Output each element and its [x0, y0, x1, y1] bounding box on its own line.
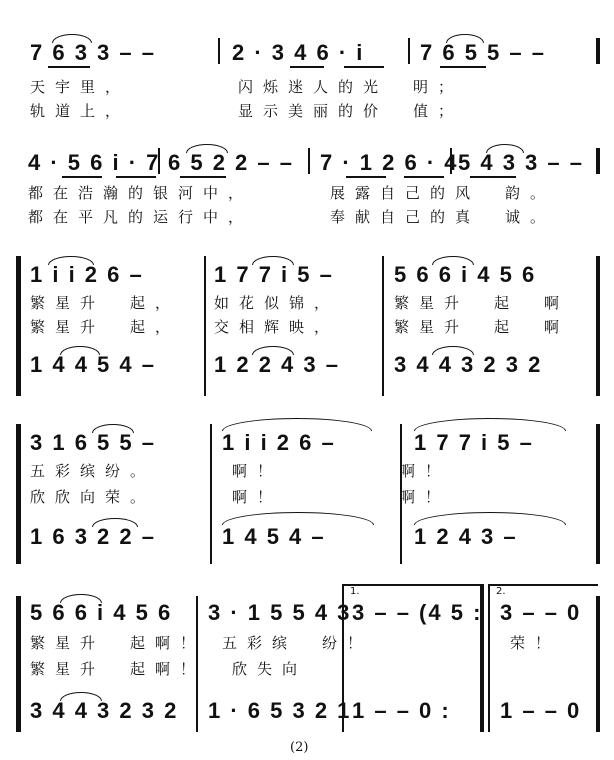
- slur: [48, 256, 94, 265]
- notes-lower: 1 6 3 2 2 –: [30, 524, 156, 549]
- notes-lower: 1 4 5 4 –: [222, 524, 326, 549]
- slur: [252, 346, 294, 355]
- volta-label: 2.: [496, 586, 506, 597]
- notes-upper: 3 – – 0: [500, 600, 582, 625]
- underline: [180, 176, 226, 178]
- barline: [596, 596, 600, 732]
- barline: [596, 256, 600, 396]
- notes-lower: 3 4 4 3 2 3 2: [394, 352, 543, 377]
- barline: [382, 256, 384, 396]
- slur: [414, 418, 566, 431]
- lyric-line: 欣失向: [232, 660, 308, 678]
- notes-lower: 1 2 4 3 –: [414, 524, 518, 549]
- system-bracket: [16, 256, 21, 396]
- lyric-line: 闪烁迷人的光 明；: [238, 78, 464, 96]
- lyric-line: 繁星升 起啊！: [30, 634, 206, 652]
- notes-lower: 3 4 4 3 2 3 2: [30, 698, 179, 723]
- notes-upper: 5 6 6 i 4 5 6: [394, 262, 537, 287]
- underline: [346, 176, 386, 178]
- underline: [48, 66, 90, 68]
- notes-upper: 3 · 1 5 5 4 3: [208, 600, 352, 625]
- slur: [60, 692, 102, 701]
- lyric-line: 五彩缤 纷！: [222, 634, 373, 652]
- notes-upper: 5 6 6 i 4 5 6: [30, 600, 173, 625]
- slur: [92, 424, 134, 433]
- lyric-line: 繁星升 起，: [30, 318, 181, 336]
- lyric-line: 欣欣向荣。: [30, 488, 156, 506]
- page-number: (2): [290, 740, 309, 755]
- notes-lower: 1 · 6 5 3 2 1: [208, 698, 352, 723]
- lyric-line: 奉献自己的真 诚。: [330, 208, 556, 226]
- notes-upper: 1 7 7 i 5 –: [214, 262, 334, 287]
- notes-upper: 1 i i 2 6 –: [30, 262, 144, 287]
- system-bracket: [16, 424, 21, 564]
- lyric-line: 啊！: [400, 488, 451, 506]
- lyric-line: 繁星升 起，: [30, 294, 181, 312]
- barline: [218, 38, 220, 64]
- lyric-line: 交相辉映，: [214, 318, 340, 336]
- underline: [116, 176, 156, 178]
- slur: [486, 144, 524, 153]
- lyric-line: 都在浩瀚的银河中，: [28, 184, 254, 202]
- slur: [92, 518, 138, 527]
- barline: [204, 256, 206, 396]
- barline: [596, 148, 600, 174]
- notes-lower: 1 – – 0: [500, 698, 582, 723]
- volta-label: 1.: [350, 586, 360, 597]
- notes-measure: 4 · 5 6 i · 7: [28, 150, 161, 175]
- barline: [408, 38, 410, 64]
- slur: [252, 256, 294, 265]
- notes-upper: 1 i i 2 6 –: [222, 430, 336, 455]
- slur: [222, 418, 372, 431]
- notes-lower: 1 2 2 4 3 –: [214, 352, 340, 377]
- lyric-line: 展露自己的风 韵。: [330, 184, 556, 202]
- lyric-line: 繁星升 起 啊: [394, 294, 570, 312]
- notes-measure: 7 6 3 3 – –: [30, 40, 156, 65]
- lyric-line: 繁星升 起啊！: [30, 660, 206, 678]
- system-bracket: [16, 596, 21, 732]
- lyric-line: 天宇里，: [30, 78, 131, 96]
- slur: [186, 144, 228, 153]
- notes-upper: 3 1 6 5 5 –: [30, 430, 156, 455]
- notes-lower: 1 – – 0 :: [352, 698, 451, 723]
- notes-measure: 2 · 3 4 6 · i: [232, 40, 365, 65]
- volta-bracket: [342, 584, 480, 586]
- notes-lower: 1 4 4 5 4 –: [30, 352, 156, 377]
- slur: [52, 34, 92, 43]
- lyric-line: 如花似锦，: [214, 294, 340, 312]
- notes-measure: 7 · 1 2 6 · 4: [320, 150, 459, 175]
- notes-measure: 6 5 2 2 – –: [168, 150, 294, 175]
- slur: [432, 256, 474, 265]
- underline: [404, 176, 444, 178]
- lyric-line: 五彩缤纷。: [30, 462, 156, 480]
- underline: [470, 176, 516, 178]
- lyric-line: 啊！: [232, 488, 283, 506]
- slur: [222, 512, 374, 525]
- barline: [488, 584, 490, 732]
- lyric-line: 繁星升 起 啊: [394, 318, 570, 336]
- underline: [62, 176, 102, 178]
- lyric-line: 都在平凡的运行中，: [28, 208, 254, 226]
- notes-measure: 5 4 3 3 – –: [458, 150, 584, 175]
- notes-upper: 1 7 7 i 5 –: [414, 430, 534, 455]
- lyric-line: 显示美丽的价 值；: [238, 102, 464, 120]
- slur: [60, 346, 100, 355]
- lyric-line: 啊！: [232, 462, 283, 480]
- slur: [446, 34, 484, 43]
- slur: [414, 512, 566, 525]
- slur: [432, 346, 474, 355]
- barline: [596, 424, 600, 564]
- lyric-line: 荣！: [510, 634, 561, 652]
- lyric-line: 啊！: [400, 462, 451, 480]
- barline: [210, 424, 212, 564]
- barline: [596, 38, 600, 64]
- notes-upper: 3 – – (4 5 :: [352, 600, 483, 625]
- slur: [60, 594, 102, 603]
- barline: [308, 148, 310, 174]
- notes-measure: 7 6 5 5 – –: [420, 40, 546, 65]
- underline: [290, 66, 324, 68]
- lyric-line: 轨道上，: [30, 102, 131, 120]
- underline: [440, 66, 486, 68]
- underline: [344, 66, 384, 68]
